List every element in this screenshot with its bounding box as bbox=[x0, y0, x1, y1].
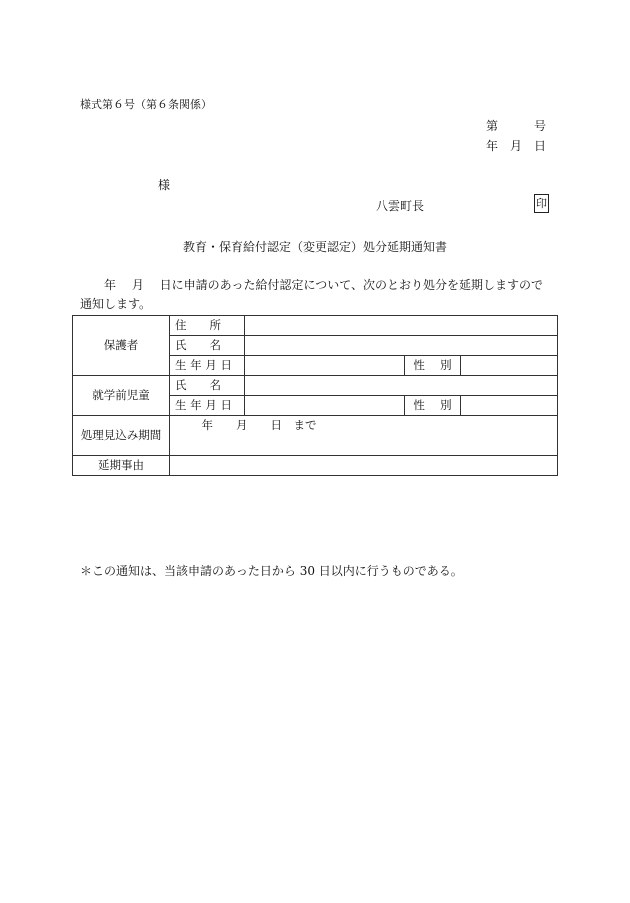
child-birthdate-label: 生 年 月 日 bbox=[170, 396, 245, 416]
child-sex-field[interactable] bbox=[461, 396, 558, 416]
period-value[interactable]: 年 月 日 まで bbox=[170, 416, 558, 456]
body-text: 年 月 日に申請のあった給付認定について、次のとおり処分を延期しますので通知します。 bbox=[80, 278, 544, 311]
guardian-name-label: 氏 名 bbox=[170, 336, 245, 356]
guardian-label: 保護者 bbox=[73, 316, 170, 376]
child-label: 就学前児童 bbox=[73, 376, 170, 416]
seal-mark: 印 bbox=[534, 194, 549, 213]
form-number: 様式第６号（第６条関係） bbox=[80, 98, 212, 111]
address-label: 住 所 bbox=[170, 316, 245, 336]
table-row bbox=[73, 316, 558, 336]
table-row bbox=[73, 456, 558, 476]
document-date: 年 月 日 bbox=[486, 139, 547, 153]
guardian-birthdate-field[interactable] bbox=[245, 356, 405, 376]
child-name-field[interactable] bbox=[245, 376, 558, 396]
period-label: 処理見込み期間 bbox=[80, 428, 162, 442]
table-row bbox=[73, 376, 558, 396]
reason-field[interactable] bbox=[170, 456, 558, 476]
child-sex-label: 性 別 bbox=[405, 396, 461, 416]
issuer: 八雲町長 bbox=[376, 199, 425, 213]
guardian-sex-field[interactable] bbox=[461, 356, 558, 376]
table-row bbox=[73, 416, 558, 456]
guardian-name-field[interactable] bbox=[245, 336, 558, 356]
notice-form-table bbox=[72, 315, 558, 476]
child-birthdate-field[interactable] bbox=[245, 396, 405, 416]
address-field[interactable] bbox=[245, 316, 558, 336]
period-label-cell bbox=[73, 416, 170, 456]
child-name-label: 氏 名 bbox=[170, 376, 245, 396]
reason-label: 延期事由 bbox=[73, 456, 170, 476]
guardian-sex-label: 性 別 bbox=[405, 356, 461, 376]
addressee: 様 bbox=[158, 178, 171, 192]
document-number: 第 号 bbox=[486, 119, 547, 133]
document-title: 教育・保育給付認定（変更認定）処分延期通知書 bbox=[182, 240, 447, 254]
guardian-birthdate-label: 生 年 月 日 bbox=[170, 356, 245, 376]
footnote: ＊この通知は、当該申請のあった日から 30 日以内に行うものである。 bbox=[80, 564, 463, 578]
